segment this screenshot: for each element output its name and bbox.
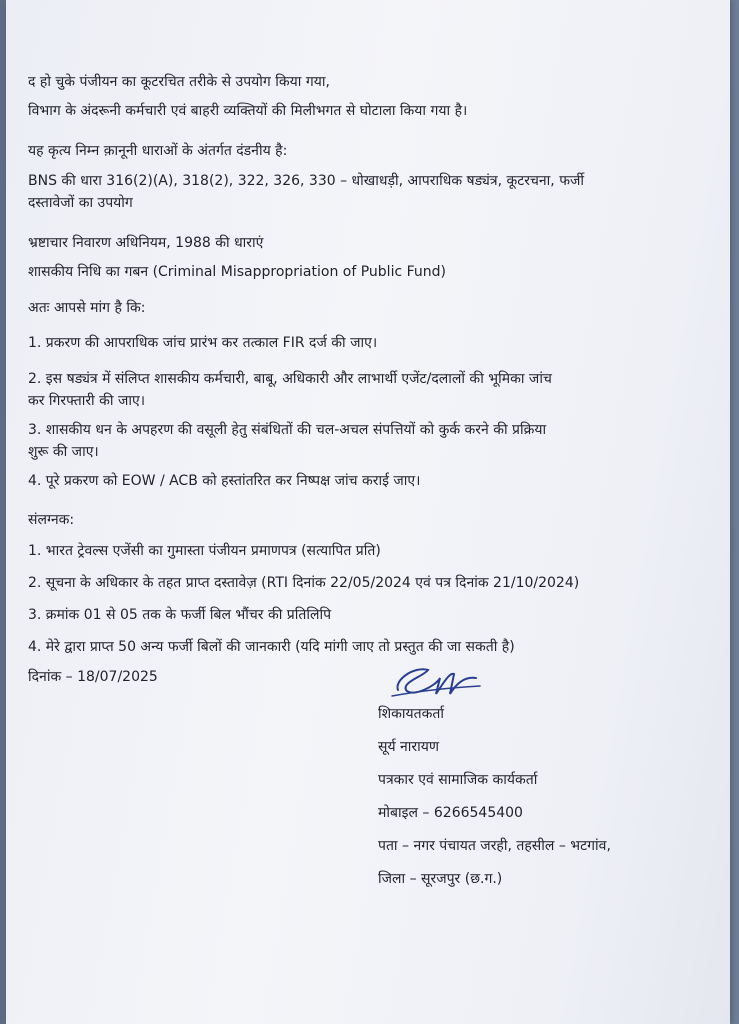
- signatory-mobile: मोबाइल – 6266545400: [378, 805, 523, 821]
- attachment-item-2: 2. सूचना के अधिकार के तहत प्राप्त दस्तावेज़ (RTI दिनांक 22/05/2024 एवं पत्र दिनांक 21/10/2024): [28, 575, 580, 591]
- attachment-item-1: 1. भारत ट्रेवल्स एजेंसी का गुमास्ता पंजीयन प्रमाणपत्र (सत्यापित प्रति): [28, 543, 381, 559]
- demand-item-2: 2. इस षड्यंत्र में संलिप्त शासकीय कर्मचारी, बाबू, अधिकारी और लाभार्थी एजेंट/दलालों की भूमिका जांच: [28, 371, 552, 387]
- attachment-item-3: 3. क्रमांक 01 से 05 तक के फर्जी बिल भौंचर की प्रतिलिपि: [28, 607, 332, 623]
- demand-item-1: 1. प्रकरण की आपराधिक जांच प्रारंभ कर तत्काल FIR दर्ज की जाए।: [28, 335, 378, 351]
- signatory-address-line-1: पता – नगर पंचायत जरही, तहसील – भटगांव,: [378, 838, 611, 854]
- signatory-role: शिकायतकर्ता: [378, 706, 444, 722]
- text-line-1: द हो चुके पंजीयन का कूटरचित तरीके से उपयोग किया गया,: [28, 74, 330, 90]
- text-line-3: यह कृत्य निम्न क़ानूनी धाराओं के अंतर्गत दंडनीय है:: [28, 143, 288, 159]
- signatory-title: पत्रकार एवं सामाजिक कार्यकर्ता: [378, 772, 538, 788]
- demand-item-2-cont: कर गिरफ्तारी की जाए।: [28, 393, 146, 409]
- text-line-6: भ्रष्टाचार निवारण अधिनियम, 1988 की धाराएं: [28, 235, 264, 251]
- text-line-2: विभाग के अंदरूनी कर्मचारी एवं बाहरी व्यक्तियों की मिलीभगत से घोटाला किया गया है।: [28, 103, 468, 119]
- date-line: दिनांक – 18/07/2025: [28, 669, 158, 685]
- handwritten-signature: [384, 660, 484, 702]
- text-line-8: अतः आपसे मांग है कि:: [28, 300, 146, 316]
- demand-item-4: 4. पूरे प्रकरण को EOW / ACB को हस्तांतरित कर निष्पक्ष जांच कराई जाए।: [28, 473, 421, 489]
- document-page: [6, 0, 730, 1024]
- signatory-name: सूर्य नारायण: [378, 739, 440, 755]
- signatory-address-line-2: जिला – सूरजपुर (छ.ग.): [378, 871, 503, 887]
- text-line-5: दस्तावेजों का उपयोग: [28, 195, 133, 211]
- demand-item-3: 3. शासकीय धन के अपहरण की वसूली हेतु संबंधितों की चल-अचल संपत्तियों को कुर्क करने की प्रक्रिया: [28, 422, 547, 438]
- attachment-item-4: 4. मेरे द्वारा प्राप्त 50 अन्य फर्जी बिलों की जानकारी (यदि मांगी जाए तो प्रस्तुत की जा सकती है): [28, 639, 515, 655]
- demand-item-3-cont: शुरू की जाए।: [28, 444, 99, 460]
- text-line-7: शासकीय निधि का गबन (Criminal Misappropriation of Public Fund): [28, 264, 446, 280]
- text-line-4: BNS की धारा 316(2)(A), 318(2), 322, 326, 330 – धोखाधड़ी, आपराधिक षड्यंत्र, कूटरचना, फर्जी: [28, 173, 585, 189]
- attachments-heading: संलग्नक:: [28, 512, 75, 528]
